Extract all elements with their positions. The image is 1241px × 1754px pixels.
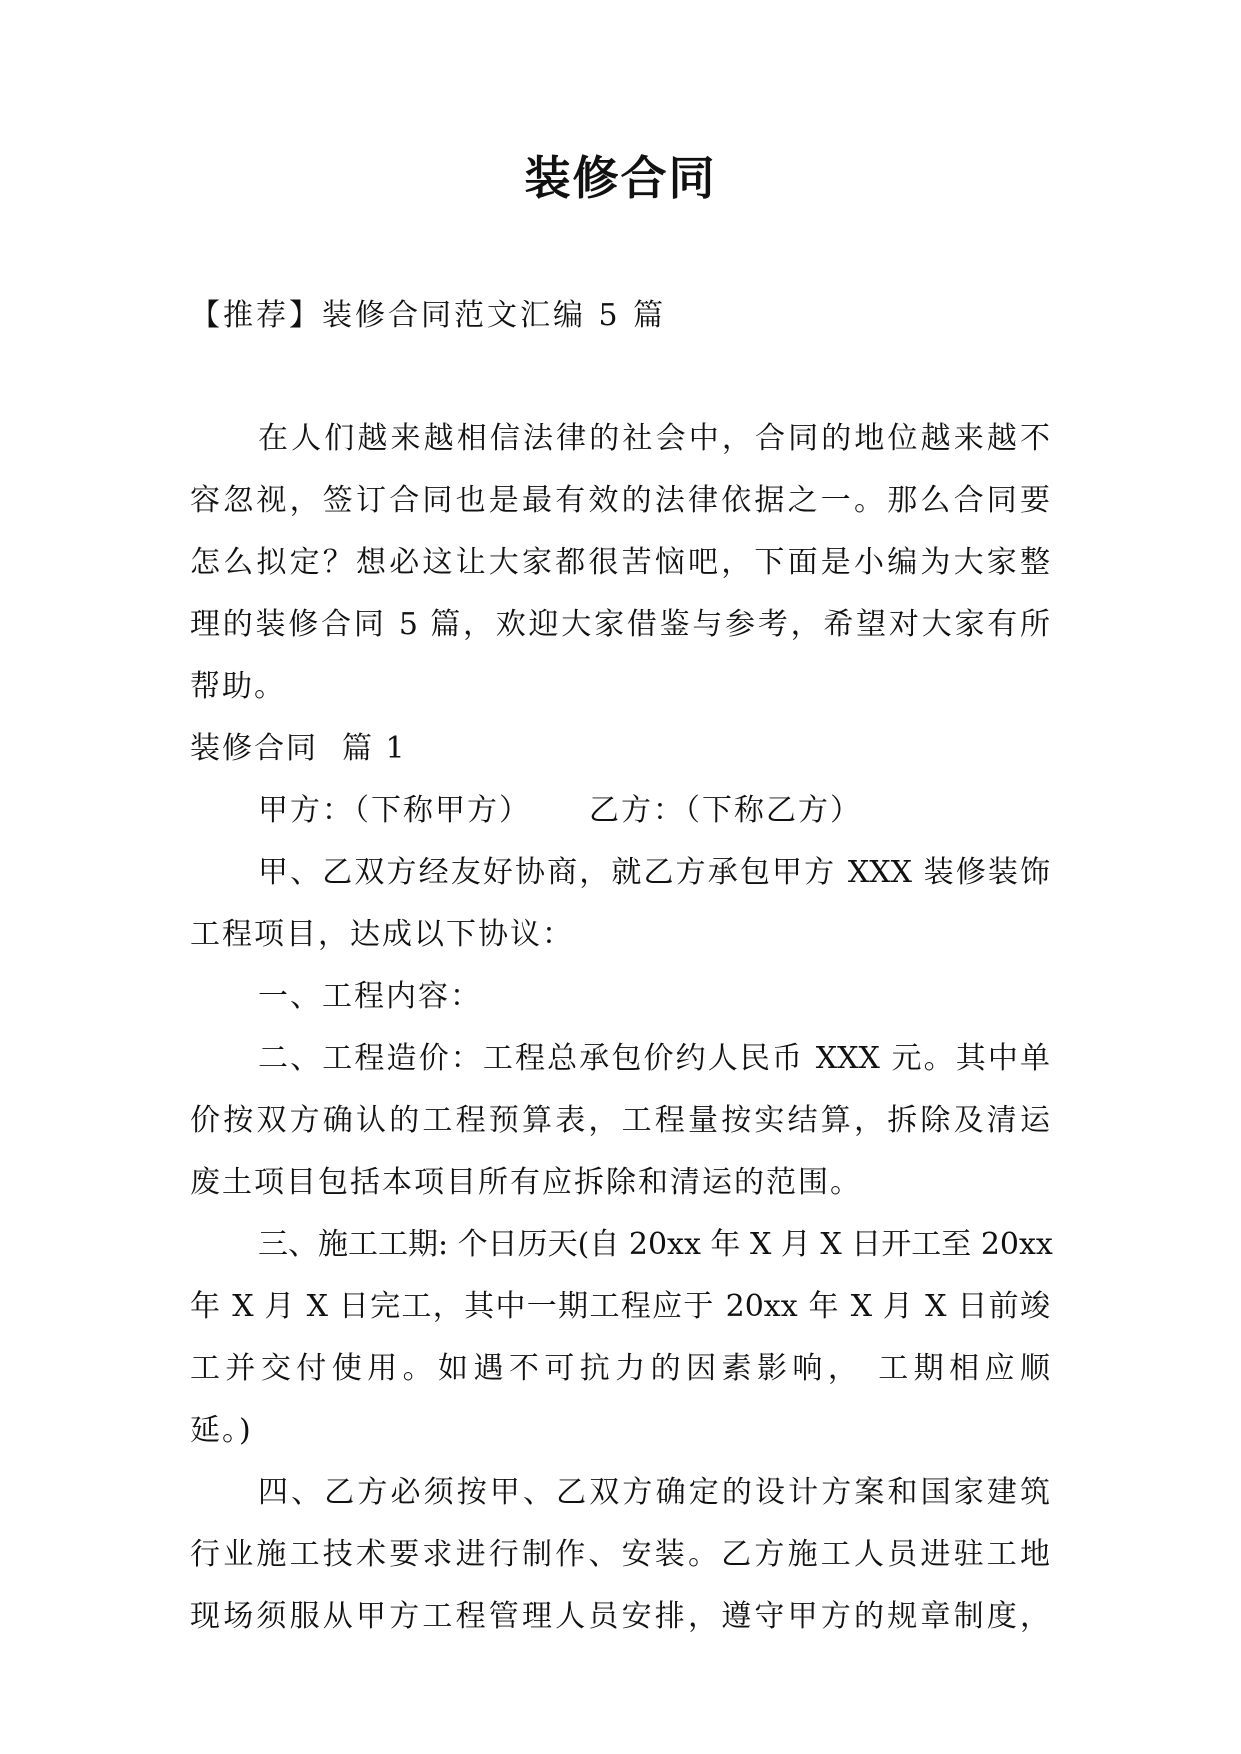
clause-heading: 一、工程内容： (258, 979, 482, 1014)
clause-line: 工程项目，达成以下协议： (190, 917, 574, 952)
clause-line: 现场须服从甲方工程管理人员安排，遵守甲方的规章制度， (190, 1599, 1050, 1634)
section-heading (190, 718, 1050, 780)
section-heading-name: 装修合同 (190, 731, 318, 766)
document-title: 装修合同 (524, 151, 717, 205)
clause-line: 行业施工技术要求进行制作、安装。乙方施工人员进驻工地 (190, 1537, 1050, 1572)
party-a: 甲方：（下称甲方） (258, 793, 531, 828)
clause-line: 四、乙方必须按甲、乙双方确定的设计方案和国家建筑 (258, 1475, 1050, 1510)
parties-line (190, 780, 1050, 842)
intro-line: 帮助。 (190, 669, 286, 704)
document-subtitle: 【推荐】装修合同范文汇编 5 篇 (190, 298, 667, 333)
clause-line: 废土项目包括本项目所有应拆除和清运的范围。 (190, 1165, 862, 1200)
clause-line: 延。) (190, 1413, 253, 1448)
intro-line: 怎么拟定？想必这让大家都很苦恼吧，下面是小编为大家整 (190, 545, 1050, 580)
section-heading-number: 篇 1 (342, 731, 407, 766)
clause-line: 年 X 月 X 日完工，其中一期工程应于 20xx 年 X 月 X 日前竣 (190, 1289, 1050, 1324)
clause-line: 二、工程造价：工程总承包价约人民币 XXX 元。其中单 (258, 1041, 1050, 1076)
party-b: 乙方：（下称乙方） (589, 793, 862, 828)
intro-line: 在人们越来越相信法律的社会中，合同的地位越来越不 (258, 421, 1050, 456)
clause-line: 三、施工工期: 个日历天(自 20xx 年 X 月 X 日开工至 20xx (258, 1227, 1053, 1262)
clause-line: 甲、乙双方经友好协商，就乙方承包甲方 XXX 装修装饰 (258, 855, 1050, 890)
intro-line: 容忽视，签订合同也是最有效的法律依据之一。那么合同要 (190, 483, 1050, 518)
clause-line: 价按双方确认的工程预算表，工程量按实结算，拆除及清运 (190, 1103, 1050, 1138)
document-body (190, 408, 1053, 1648)
clause-line: 工并交付使用。如遇不可抗力的因素影响， 工期相应顺 (190, 1351, 1050, 1386)
intro-line: 理的装修合同 5 篇，欢迎大家借鉴与参考，希望对大家有所 (190, 607, 1050, 642)
